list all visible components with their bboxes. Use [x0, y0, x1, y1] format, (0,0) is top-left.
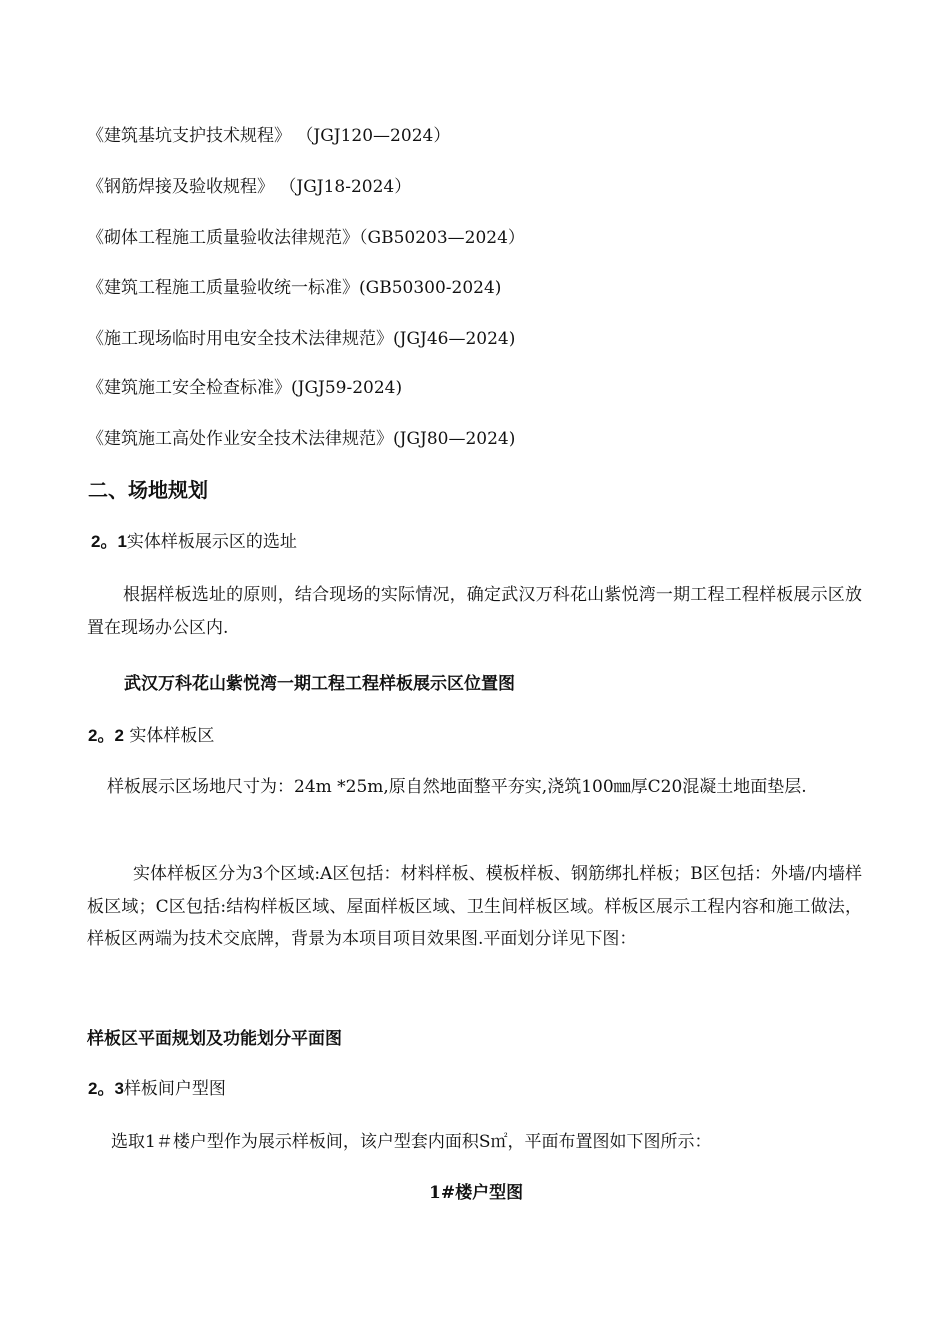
subsection-title: 样板间户型图 [123, 1079, 226, 1099]
subsection-number: 2。3 [88, 1079, 124, 1098]
subsection-number: 2。1 [91, 532, 127, 551]
subsection-heading-2-1 [91, 530, 297, 554]
subsection-title: 实体样板展示区的选址 [126, 532, 297, 552]
subsection-heading-2-3 [88, 1077, 226, 1101]
reference-item: 《钢筋焊接及验收规程》 （JGJ18-2024） [87, 177, 412, 197]
figure-caption-location: 武汉万科花山紫悦湾一期工程工程样板展示区位置图 [124, 674, 515, 694]
figure-caption-unit-plan: 1#楼户型图 [429, 1183, 524, 1203]
paragraph-site-selection: 根据样板选址的原则，结合现场的实际情况，确定武汉万科花山紫悦湾一期工程工程样板展示区放置在现场办公区内. [87, 585, 862, 638]
subsection-title: 实体样板区 [129, 726, 215, 746]
reference-item: 《建筑施工高处作业安全技术法律规范》(JGJ80—2024) [87, 429, 516, 449]
reference-item: 《建筑施工安全检查标准》(JGJ59-2024) [87, 378, 403, 398]
reference-item: 《施工现场临时用电安全技术法律规范》(JGJ46—2024) [87, 329, 516, 349]
section-heading: 二、场地规划 [88, 478, 208, 502]
paragraph-zones: 实体样板区分为3个区域:A区包括：材料样板、模板样板、钢筋绑扎样板；B区包括：外墙/内墙样板区域；C区包括:结构样板区域、屋面样板区域、卫生间样板区域。样板区展示工程内容和施工做法，样板区两端为技术交底牌，背景为本项目项目效果图.平面划分详见下图： [87, 864, 862, 949]
reference-item: 《建筑基坑支护技术规程》 （JGJ120—2024） [87, 126, 451, 146]
reference-item: 《建筑工程施工质量验收统一标准》(GB50300-2024) [87, 278, 502, 298]
subsection-heading-2-2 [88, 724, 214, 748]
figure-caption-plan: 样板区平面规划及功能划分平面图 [87, 1029, 342, 1049]
paragraph-site-size: 样板展示区场地尺寸为：24m *25m,原自然地面整平夯实,浇筑100㎜厚C20混凝土地面垫层. [107, 777, 807, 797]
reference-item: 《砌体工程施工质量验收法律规范》（GB50203—2024） [87, 228, 525, 248]
paragraph-unit-type: 选取1＃楼户型作为展示样板间，该户型套内面积S㎡，平面布置图如下图所示： [111, 1132, 712, 1152]
subsection-number: 2。2 [88, 726, 124, 745]
